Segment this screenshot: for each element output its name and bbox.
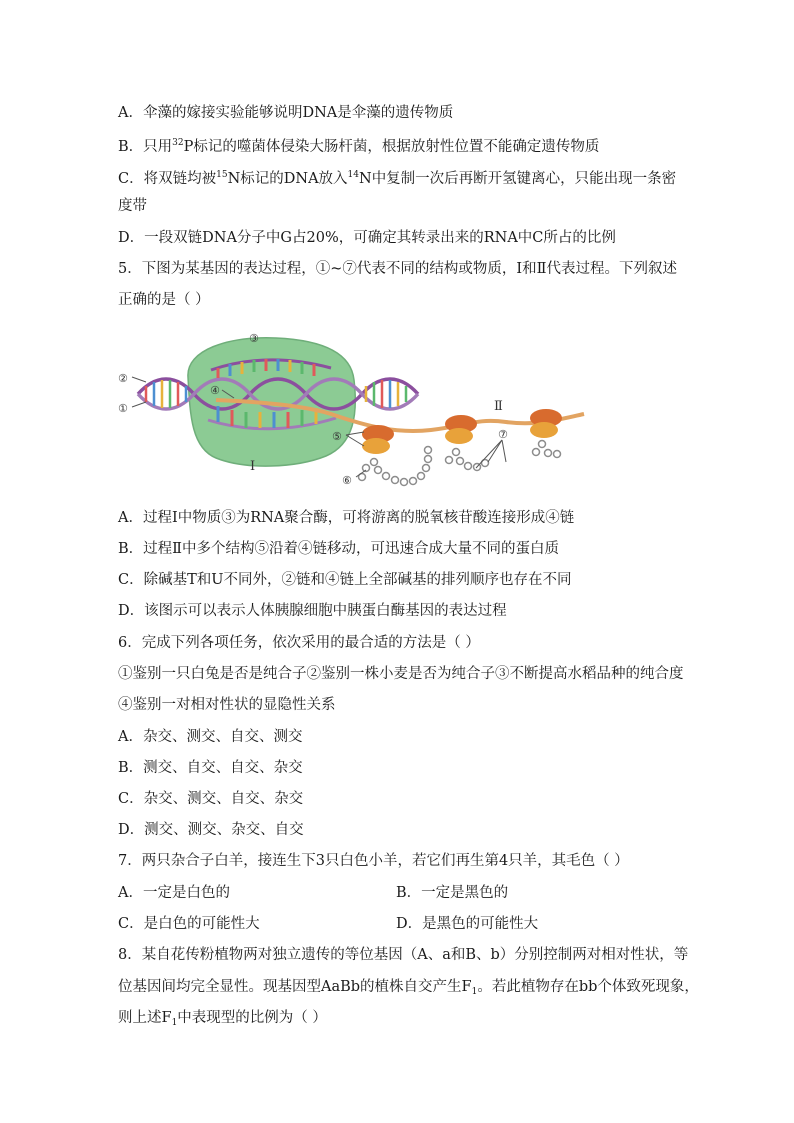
q6-option-b[interactable]: B．测交、自交、自交、杂交	[118, 760, 303, 776]
q5-option-d[interactable]: D．该图示可以表示人体胰腺细胞中胰蛋白酶基因的表达过程	[118, 603, 507, 619]
q7-stem: 7．两只杂合子白羊，接连生下3只白色小羊，若它们再生第4只羊，其毛色（ ）	[118, 853, 629, 869]
q8-stem-line-3	[118, 1008, 327, 1033]
label-1: ①	[118, 402, 128, 415]
q5-option-b[interactable]: B．过程Ⅱ中多个结构⑤沿着④链移动，可迅速合成大量不同的蛋白质	[118, 541, 560, 557]
q6-option-c[interactable]: C．杂交、测交、自交、杂交	[118, 791, 304, 807]
q7-option-b[interactable]: B．一定是黑色的	[396, 885, 509, 901]
q4-option-b-text: P标记的噬菌体侵染大肠杆菌，根据放射性位置不能确定遗传物质	[183, 139, 600, 155]
isotope-superscript: 14	[347, 170, 359, 180]
q8-stem-line-2	[118, 977, 699, 1002]
q6-tasks: ①鉴别一只白兔是否是纯合子②鉴别一株小麦是否为纯合子③不断提高水稻品种的纯合度	[118, 666, 684, 682]
generation-subscript: 1	[471, 987, 478, 997]
q4-option-c-text: N标记的DNA放入	[227, 171, 348, 187]
ribosome-1	[362, 425, 394, 454]
q4-option-c[interactable]	[118, 165, 676, 189]
q7-option-a[interactable]: A．一定是白色的	[118, 885, 230, 901]
q5-option-c[interactable]: C．除碱基T和U不同外，②链和④链上全部碱基的排列顺序也存在不同	[118, 572, 572, 588]
ribosome-2	[445, 415, 477, 444]
q4-option-c-continued: 度带	[118, 198, 147, 214]
q8-text: 。若此植物存在bb个体致死现象，	[477, 979, 699, 995]
q7-options-row-2	[118, 914, 678, 934]
q6-option-a[interactable]: A．杂交、测交、自交、测交	[118, 729, 303, 745]
ribosome-3	[530, 409, 562, 438]
q8-text: 则上述F	[118, 1010, 172, 1026]
q4-option-b[interactable]	[118, 133, 599, 157]
gene-expression-svg	[116, 322, 586, 497]
q4-option-d[interactable]: D．一段双链DNA分子中G占20%，可确定其转录出来的RNA中C所占的比例	[118, 230, 616, 246]
q5-stem: 5．下图为某基因的表达过程，①~⑦代表不同的结构或物质，Ⅰ和Ⅱ代表过程。下列叙述	[118, 261, 677, 277]
q4-option-c-text: C．将双链均被	[118, 171, 217, 187]
q5-stem-continued: 正确的是（ ）	[118, 292, 210, 308]
q7-option-d[interactable]: D．是黑色的可能性大	[396, 916, 539, 932]
q5-option-a[interactable]: A．过程Ⅰ中物质③为RNA聚合酶，可将游离的脱氧核苷酸连接形成④链	[118, 510, 575, 526]
q8-stem: 8．某自花传粉植物两对独立遗传的等位基因（A、a和B、b）分别控制两对相对性状，等	[118, 947, 689, 963]
q7-options-row-1	[118, 883, 678, 903]
label-6: ⑥	[342, 474, 352, 487]
polypeptide-chain-2	[446, 449, 489, 471]
q7-option-c[interactable]: C．是白色的可能性大	[118, 916, 260, 932]
q6-option-d[interactable]: D．测交、测交、杂交、自交	[118, 822, 304, 838]
generation-subscript: 1	[171, 1018, 178, 1028]
gene-expression-diagram	[116, 322, 586, 497]
q8-text: 位基因间均完全显性。现基因型AaBb的植株自交产生F	[118, 979, 472, 995]
isotope-superscript: 15	[216, 170, 228, 180]
process-label-i: Ⅰ	[250, 459, 256, 474]
isotope-superscript: 32	[172, 138, 184, 148]
q6-tasks-continued: ④鉴别一对相对性状的显隐性关系	[118, 697, 336, 713]
q4-option-b-text: B．只用	[118, 139, 173, 155]
label-3: ③	[249, 332, 259, 345]
q4-option-c-text: N中复制一次后再断开氢键离心，只能出现一条密	[359, 171, 677, 187]
label-4: ④	[210, 384, 220, 397]
q4-option-a[interactable]: A．伞藻的嫁接实验能够说明DNA是伞藻的遗传物质	[118, 105, 454, 121]
polypeptide-chain-3	[533, 441, 561, 458]
label-7: ⑦	[498, 428, 508, 441]
label-5: ⑤	[332, 430, 342, 443]
q8-text: 中表现型的比例为（ ）	[177, 1010, 327, 1026]
q6-stem: 6．完成下列各项任务，依次采用的最合适的方法是（ ）	[118, 635, 480, 651]
label-2: ②	[118, 372, 128, 385]
process-label-ii: Ⅱ	[494, 399, 503, 414]
